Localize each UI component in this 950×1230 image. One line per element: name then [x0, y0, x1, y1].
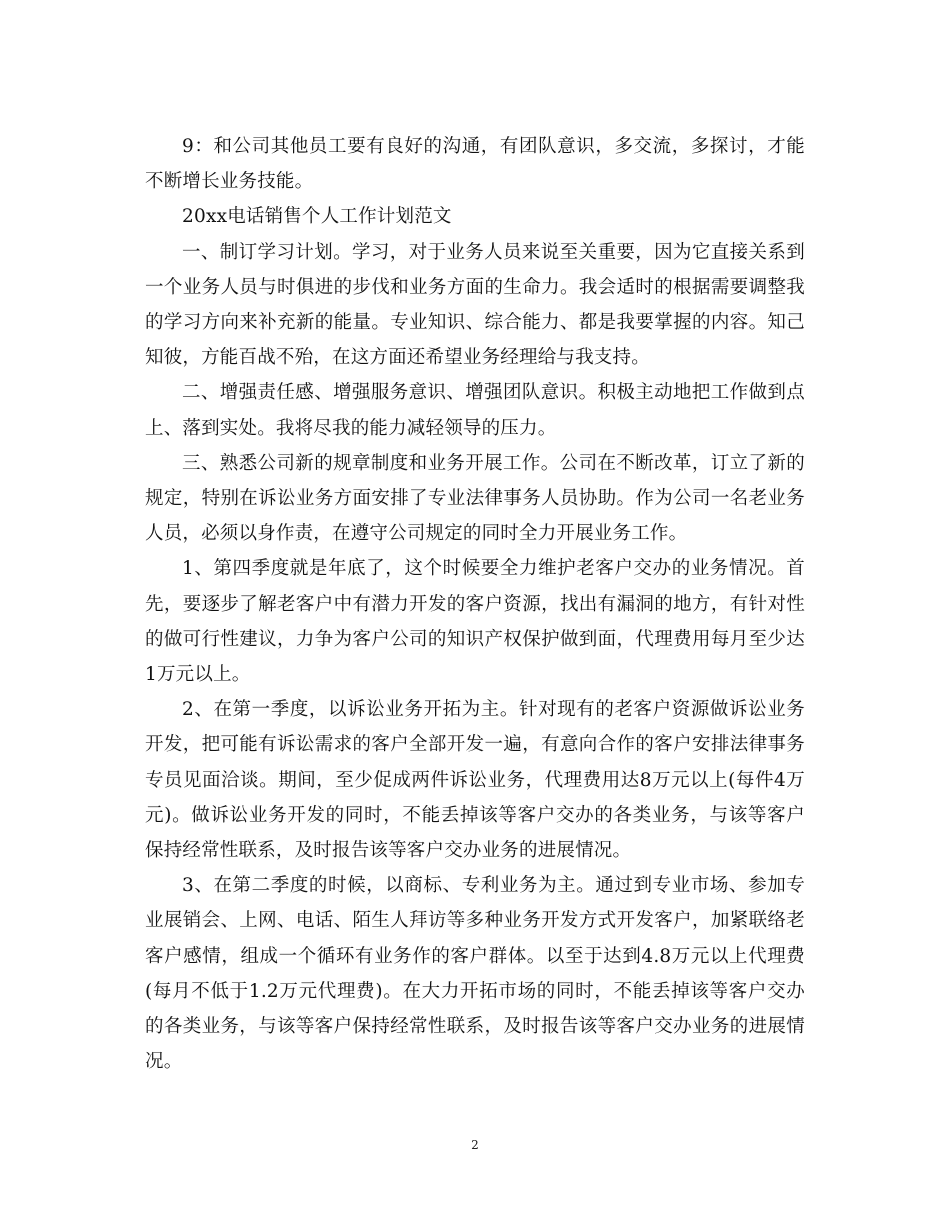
paragraph-item-9: 9：和公司其他员工要有良好的沟通，有团队意识，多交流，多探讨，才能不断增长业务技能。 — [145, 136, 805, 193]
paragraph-q1: 2、在第一季度，以诉讼业务开拓为主。针对现有的老客户资源做诉讼业务开发，把可能有诉讼需求的客户全部开发一遍，有意向合作的客户安排法律事务专员见面洽谈。期间，至少促成两件诉讼业务，代理费用达8万元以上(每件4万元)。做诉讼业务开发的同时，不能丢掉该等客户交办的各类业务，与该等客户保持经常性联系，及时报告该等客户交办业务的进展情况。 — [145, 699, 805, 862]
paragraph-q2: 3、在第二季度的时候，以商标、专利业务为主。通过到专业市场、参加专业展销会、上网、电话、陌生人拜访等多种业务开发方式开发客户，加紧联络老客户感情，组成一个循环有业务作的客户群体。以至于达到4.8万元以上代理费(每月不低于1.2万元代理费)。在大力开拓市场的同时，不能丢掉该等客户交办的各类业务，与该等客户保持经常性联系，及时报告该等客户交办业务的进展情况。 — [145, 875, 805, 1073]
paragraph-q4: 1、第四季度就是年底了，这个时候要全力维护老客户交办的业务情况。首先，要逐步了解老客户中有潜力开发的客户资源，找出有漏洞的地方，有针对性的做可行性建议，力争为客户公司的知识产权保护做到面，代理费用每月至少达1万元以上。 — [145, 558, 805, 686]
document-body — [145, 129, 805, 1079]
page-number: 2 — [471, 1138, 479, 1152]
paragraph-study-plan: 一、制订学习计划。学习，对于业务人员来说至关重要，因为它直接关系到一个业务人员与时俱进的步伐和业务方面的生命力。我会适时的根据需要调整我的学习方向来补充新的能量。专业知识、综合能力、都是我要掌握的内容。知己知彼，方能百战不殆，在这方面还希望业务经理给与我支持。 — [145, 241, 805, 369]
section-title: 20xx电话销售个人工作计划范文 — [182, 206, 452, 228]
paragraph-responsibility: 二、增强责任感、增强服务意识、增强团队意识。积极主动地把工作做到点上、落到实处。我将尽我的能力减轻领导的压力。 — [145, 382, 805, 439]
paragraph-company-rules: 三、熟悉公司新的规章制度和业务开展工作。公司在不断改革，订立了新的规定，特别在诉讼业务方面安排了专业法律事务人员协助。作为公司一名老业务人员，必须以身作责，在遵守公司规定的同时全力开展业务工作。 — [145, 452, 805, 545]
